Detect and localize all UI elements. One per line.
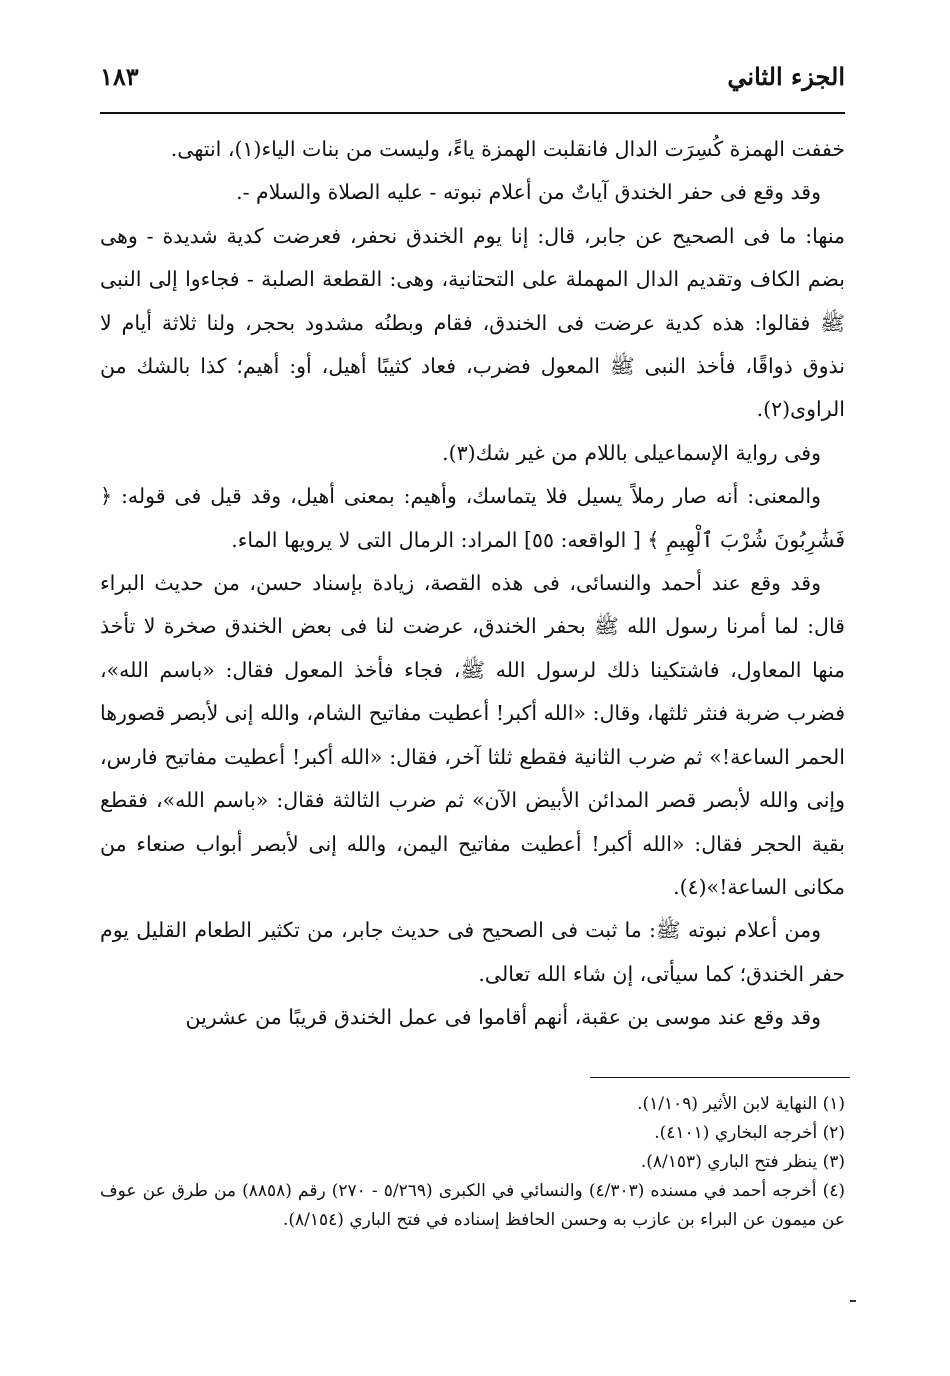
paragraph: منها: ما فى الصحيح عن جابر، قال: إنا يوم الخندق نحفر، فعرضت كدية شديدة - وهى بضم الكاف وتقديم الدال المهملة على التحتانية، وهى: القطعة الصلبة - فجاءوا إلى النبى ﷺ فقالوا: هذه كدية عرضت فى الخندق، فقام وبطنُه مشدود بحجر، ولنا ثلاثة أيام لا نذوق ذواقًا، فأخذ النبى ﷺ المعول فضرب، فعاد كثيبًا أهيل، أو: أهيم؛ كذا بالشك من الراوى(٢). bbox=[100, 223, 845, 422]
page-number: ١٨٣ bbox=[100, 62, 139, 91]
paragraph: ومن أعلام نبوته ﷺ: ما ثبت فى الصحيح فى حديث جابر، من تكثير الطعام القليل يوم حفر الخندق؛ كما سيأتى، إن شاء الله تعالى. bbox=[100, 918, 845, 986]
footnote: (٢) أخرجه البخاري (٤١٠١). bbox=[654, 1123, 845, 1143]
footnote: (١) النهاية لابن الأثير (١/١٠٩). bbox=[637, 1094, 845, 1114]
paragraph: والمعنى: أنه صار رملاً يسيل فلا يتماسك، وأهيم: بمعنى أهيل، وقد قيل فى قوله: ﴿ فَشَٰرِبُونَ شُرْبَ ٱلْهِيمِ ﴾ [ الواقعه: ٥٥] المراد: الرمال التى لا يرويها الماء. bbox=[100, 484, 845, 552]
footnotes bbox=[100, 1090, 845, 1235]
main-text bbox=[100, 128, 845, 1040]
header-rule bbox=[100, 112, 845, 114]
paragraph: خففت الهمزة كُسِرَت الدال فانقلبت الهمزة ياءً، وليست من بنات الياء(١)، انتهى. bbox=[170, 137, 845, 161]
paragraph: وقد وقع عند موسى بن عقبة، أنهم أقاموا فى عمل الخندق قريبًا من عشرين bbox=[185, 1005, 821, 1030]
part-title: الجزء الثاني bbox=[727, 62, 845, 91]
print-mark bbox=[850, 1300, 856, 1302]
footnote-separator bbox=[590, 1077, 850, 1078]
running-header bbox=[100, 62, 845, 106]
paragraph: وقد وقع فى حفر الخندق آياتٌ من أعلام نبوته - عليه الصلاة والسلام -. bbox=[236, 180, 821, 205]
paragraph: وقد وقع عند أحمد والنسائى، فى هذه القصة، زيادة بإسناد حسن، من حديث البراء قال: لما أمرنا رسول الله ﷺ بحفر الخندق، عرضت لنا فى بعض الخندق صخرة لا تأخذ منها المعاول، فاشتكينا ذلك لرسول الله ﷺ، فجاء فأخذ المعول فقال: «باسم الله»، فضرب ضربة فنثر ثلثها، وقال: «الله أكبر! أعطيت مفاتيح الشام، والله إنى لأبصر قصورها الحمر الساعة!» ثم ضرب الثانية فقطع ثلثا آخر، فقال: «الله أكبر! أعطيت مفاتيح فارس، وإنى والله لأبصر قصر المدائن الأبيض الآن» ثم ضرب الثالثة فقال: «باسم الله»، فقطع بقية الحجر فقال: «الله أكبر! أعطيت مفاتيح اليمن، والله إنى لأبصر أبواب صنعاء من مكانى الساعة!»(٤). bbox=[100, 571, 845, 899]
footnote: (٤) أخرجه أحمد في مسنده (٤/٣٠٣) والنسائي في الكبرى (٥/٢٦٩ - ٢٧٠) رقم (٨٨٥٨) من طرق عن عوف عن ميمون عن البراء بن عازب به وحسن الحافظ إسناده في فتح الباري (٨/١٥٤). bbox=[100, 1181, 845, 1230]
paragraph: وفى رواية الإسماعيلى باللام من غير شك(٣). bbox=[442, 440, 821, 465]
footnote: (٣) ينظر فتح الباري (٨/١٥٣). bbox=[640, 1152, 845, 1172]
